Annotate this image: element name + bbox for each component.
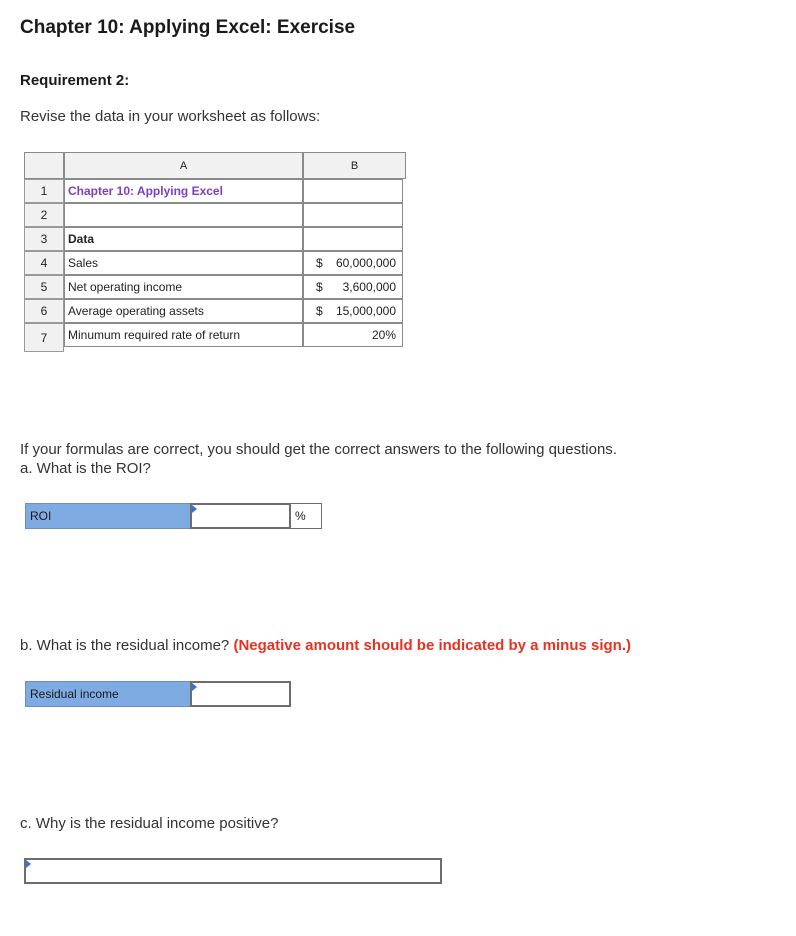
- cell-value: 20%: [371, 328, 396, 342]
- cell-a2[interactable]: [64, 203, 303, 227]
- cell-b4[interactable]: [303, 251, 403, 275]
- cell-b3[interactable]: [303, 227, 403, 251]
- currency-symbol: $: [316, 256, 323, 270]
- column-header-b[interactable]: B: [303, 152, 406, 179]
- currency-symbol: $: [316, 280, 323, 294]
- cell-value: 3,600,000: [342, 280, 396, 294]
- worksheet: [24, 152, 406, 352]
- row-number[interactable]: 7: [24, 323, 64, 352]
- roi-input-cell[interactable]: [190, 503, 291, 529]
- roi-unit: %: [290, 503, 322, 529]
- explanation-input-cell[interactable]: [24, 858, 442, 884]
- cell-b6[interactable]: [303, 299, 403, 323]
- cell-b7[interactable]: [303, 323, 403, 347]
- input-marker-icon: [26, 860, 31, 868]
- corner-cell: [24, 152, 64, 179]
- row-number[interactable]: 4: [24, 251, 64, 275]
- column-header-a[interactable]: A: [64, 152, 303, 179]
- row-number[interactable]: 1: [24, 179, 64, 203]
- page-title: Chapter 10: Applying Excel: Exercise: [20, 17, 356, 38]
- cell-a1[interactable]: Chapter 10: Applying Excel: [64, 179, 303, 203]
- cell-b1[interactable]: [303, 179, 403, 203]
- residual-income-input-cell[interactable]: [190, 681, 291, 707]
- questions-intro: [20, 440, 720, 478]
- residual-income-input[interactable]: [192, 683, 289, 705]
- intro-text: If your formulas are correct, you should get the correct answers to the following questions.: [20, 441, 617, 458]
- cell-a3[interactable]: Data: [64, 227, 303, 251]
- cell-b2[interactable]: [303, 203, 403, 227]
- cell-value: 15,000,000: [335, 304, 396, 318]
- row-number[interactable]: 2: [24, 203, 64, 227]
- question-b-text: b. What is the residual income?: [20, 637, 230, 654]
- row-number[interactable]: 3: [24, 227, 64, 251]
- cell-a7[interactable]: Minumum required rate of return: [64, 323, 303, 347]
- cell-a4[interactable]: Sales: [64, 251, 303, 275]
- row-number[interactable]: 5: [24, 275, 64, 299]
- negative-amount-note: (Negative amount should be indicated by a minus sign.): [233, 637, 632, 654]
- roi-label: ROI: [25, 503, 191, 529]
- input-marker-icon: [192, 683, 197, 691]
- cell-a6[interactable]: Average operating assets: [64, 299, 303, 323]
- cell-value: 60,000,000: [335, 256, 396, 270]
- input-marker-icon: [192, 505, 197, 513]
- residual-income-label: Residual income: [25, 681, 191, 707]
- cell-b5[interactable]: [303, 275, 403, 299]
- row-number[interactable]: 6: [24, 299, 64, 323]
- cell-a5[interactable]: Net operating income: [64, 275, 303, 299]
- currency-symbol: $: [316, 304, 323, 318]
- roi-input[interactable]: [192, 505, 289, 527]
- question-c-text: c. Why is the residual income positive?: [20, 815, 279, 832]
- instruction-text: Revise the data in your worksheet as follows:: [20, 108, 321, 125]
- question-b: [20, 636, 780, 655]
- requirement-heading: Requirement 2:: [20, 72, 130, 89]
- explanation-input[interactable]: [26, 860, 440, 882]
- question-a-text: a. What is the ROI?: [20, 460, 151, 477]
